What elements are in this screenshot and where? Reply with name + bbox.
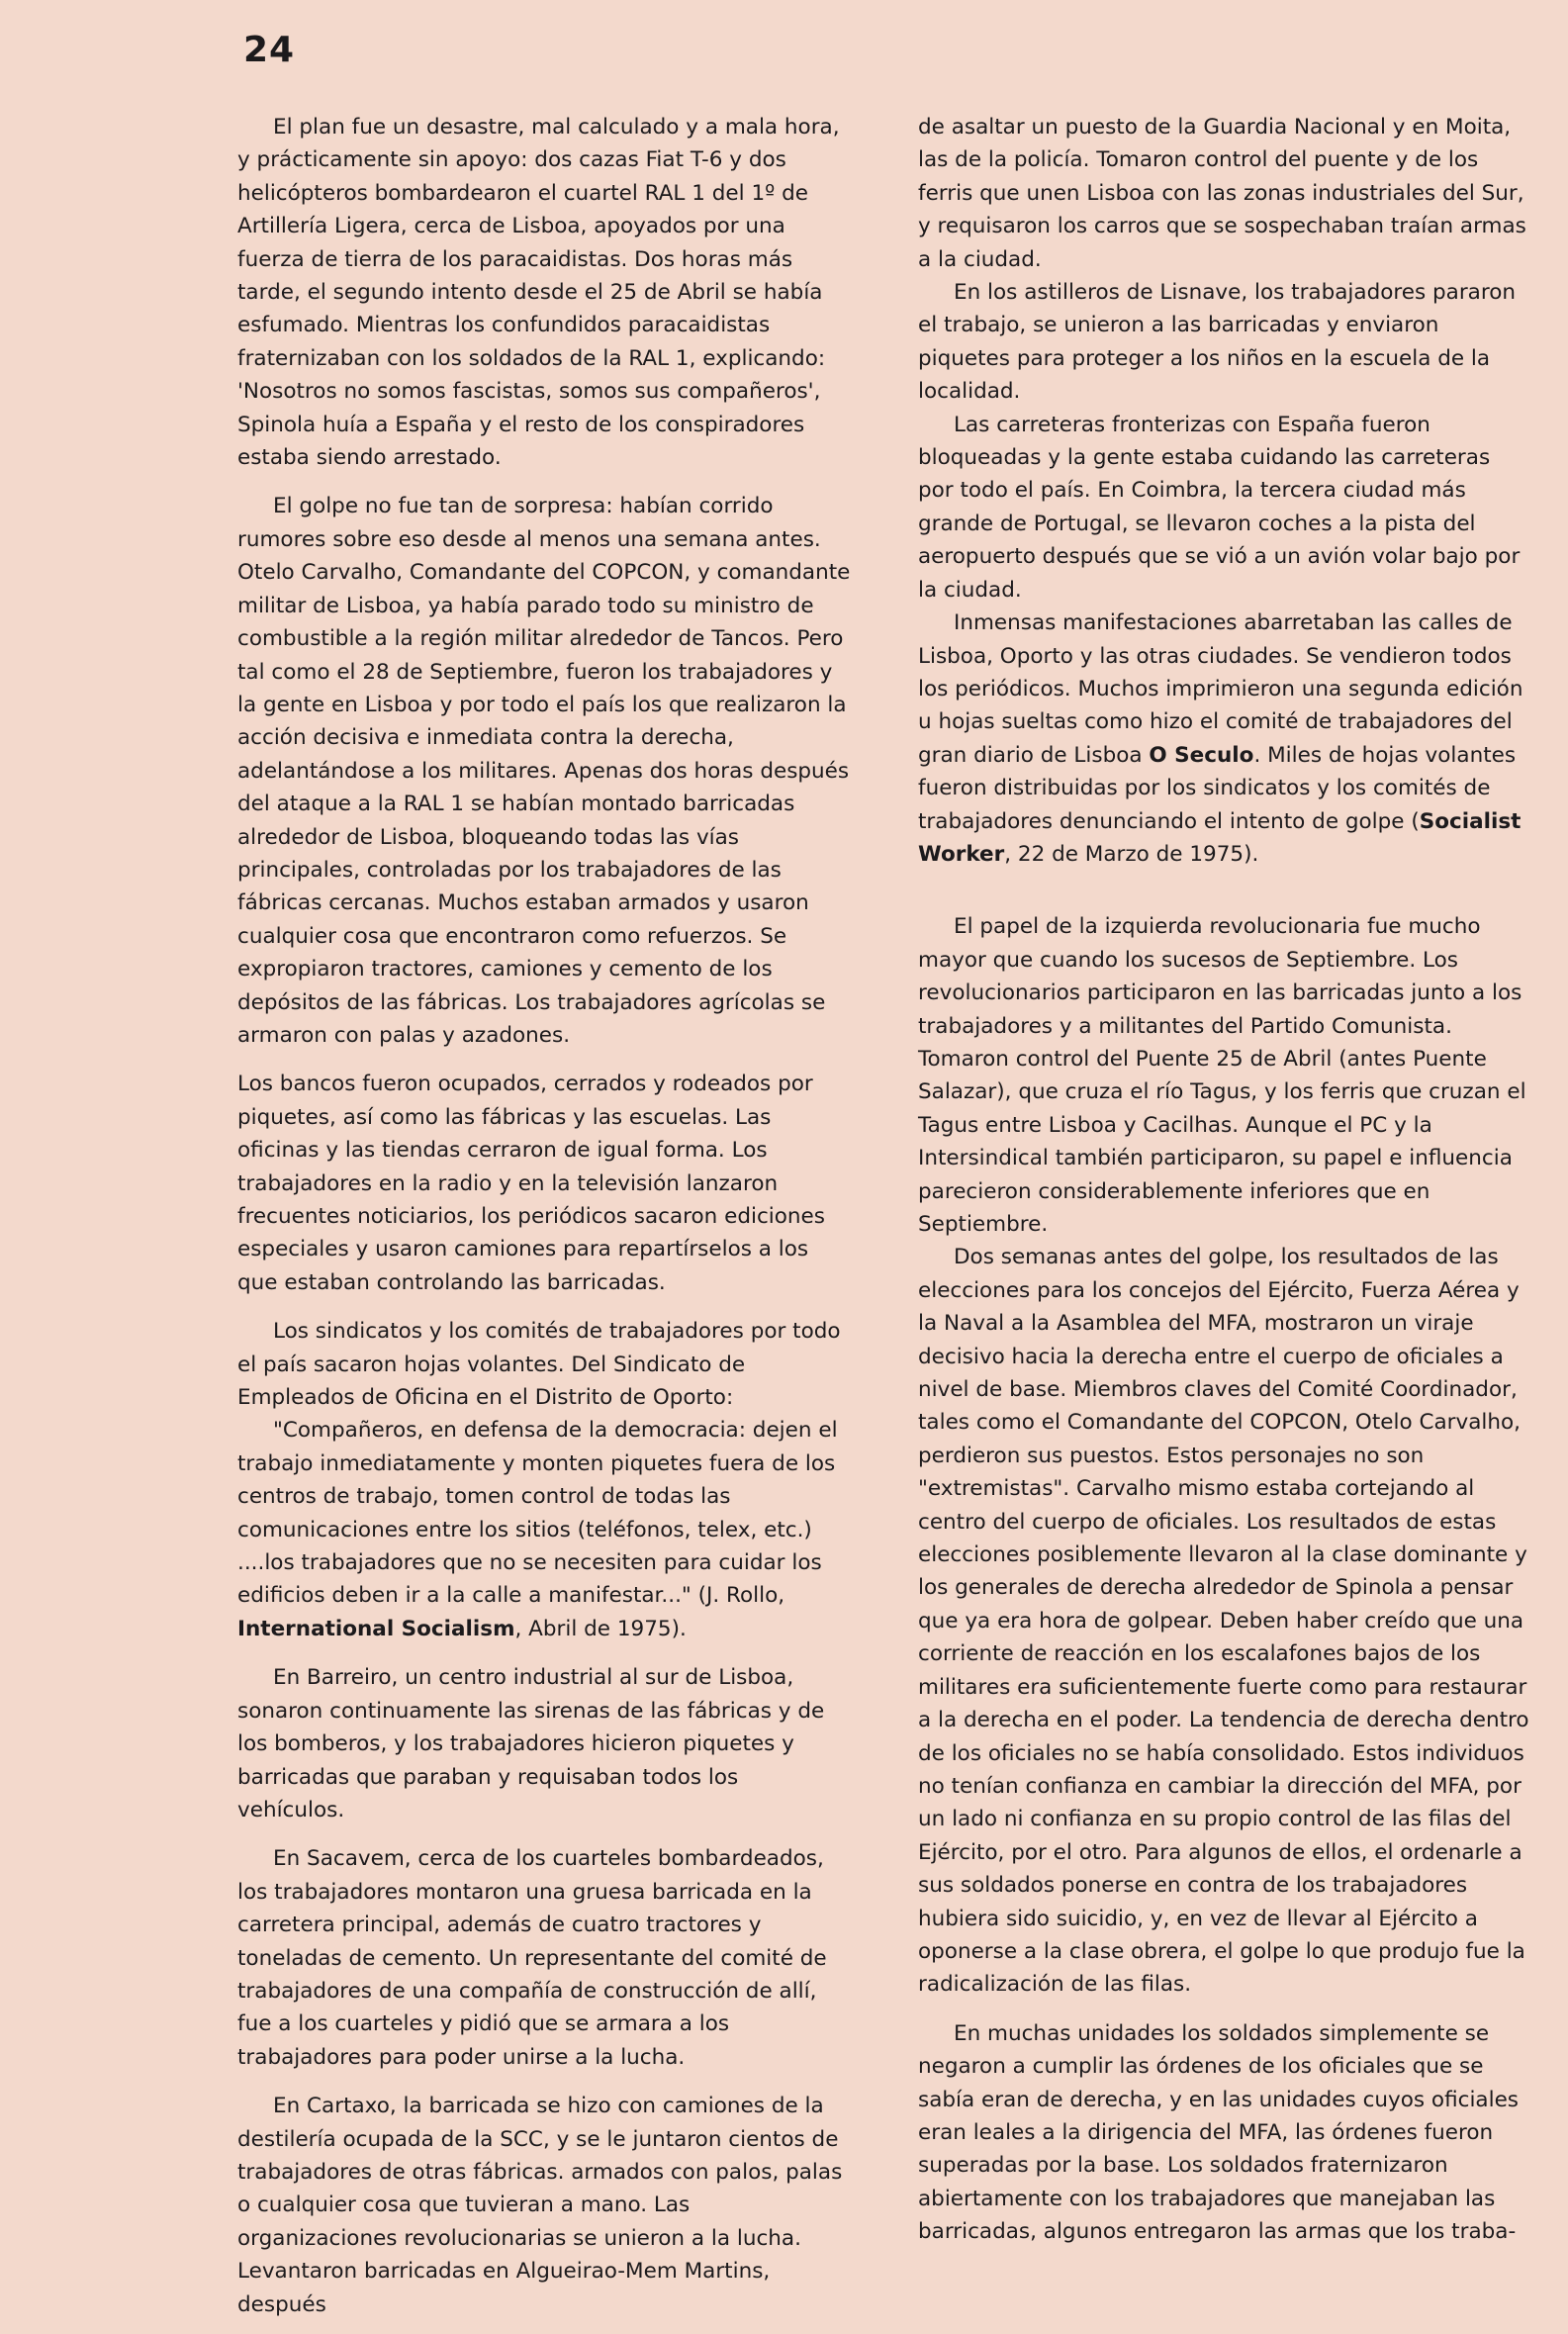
paragraph: En muchas unidades los soldados simplemente se negaron a cumplir las órdenes de los oficiales que se sabía eran de derecha, y en las unidades cuyos oficiales eran leales a la dirigencia del MFA, las órdenes fueron superadas por la base. Los soldados fraternizaron abiertamente con los trabajadores que manejaban las barricadas, algunos entregaron las armas que los traba- — [918, 2020, 1519, 2245]
paragraph: Los bancos fueron ocupados, cerrados y rodeados por piquetes, así como las fábricas y las escuelas. Las oficinas y las tiendas cerraron de igual forma. Los trabajadores en la radio y en la televisión lanzaron frecuentes noticiarios, los periódicos sacaron ediciones especiales y usaron camiones para repartírselos a los que estaban controlando las barricadas. — [237, 1072, 825, 1295]
paragraph: El golpe no fue tan de sorpresa: habían corrido rumores sobre eso desde al menos una semana antes. Otelo Carvalho, Comandante del COPCON, y comandante militar de Lisboa, ya había parado todo su ministro de combustible a la región militar alrededor de Tancos. Pero tal como el 28 de Septiembre, fueron los trabajadores y la gente en Lisboa y por todo el país los que realizaron la acción decisiva e inmediata contra la derecha, adelantándose a los militares. Apenas dos horas después del ataque a la RAL 1 se habían montado barricadas alrededor de Lisboa, bloqueando todas las vías principales, controladas por los trabajadores de las fábricas cercanas. Muchos estaban armados y usaron cualquier cosa que encontraron como refuerzos. Se expropiaron tractores, camiones y cemento de los depósitos de las fábricas. Los trabajadores agrícolas se armaron con palas y azadones. — [237, 494, 851, 1048]
quote-source — [237, 1613, 851, 1645]
paragraph: En Cartaxo, la barricada se hizo con camiones de la destilería ocupada de la SCC, y se le juntaron cientos de trabajadores de otras fábricas. armados con palos, palas o cualquier cosa que tuvieran a mano. Las organizaciones revolucionarias se unieron a la lucha. Levantaron barricadas en Algueirao-Mem Martins, después — [237, 2094, 843, 2317]
paragraph-text: . Miles de hojas volantes fueron distribuidas por los sindicatos y los comités de trabajadores denunciando el intento de golpe ( — [918, 742, 1517, 834]
quote: "Compañeros, en defensa de la democracia: dejen el trabajo inmediatamente y monten piquetes fuera de los centros de trabajo, tomen control de todas las comunicaciones entre los sitios (teléfonos, telex, etc.) ....los trabajadores que no se necesiten para cuidar los edificios deben ir a la calle a manifestar..." (J. Rollo, — [237, 1418, 838, 1609]
paragraph: El plan fue un desastre, mal calculado y a mala hora, y prácticamente sin apoyo: dos cazas Fiat T-6 y dos helicópteros bombardearon el cuartel RAL 1 del 1º de Artillería Ligera, cerca de Lisboa, apoyados por una fuerza de tierra de los paracaidistas. Dos horas más tarde, el segundo intento desde el 25 de Abril se había esfumado. Mientras los confundidos paracaidistas fraternizaban con los soldados de la RAL 1, explicando: 'Nosotros no somos fascistas, somos sus compañeros', Spinola huía a España y el resto de los conspiradores estaba siendo arrestado. — [237, 115, 840, 471]
page-number: 24 — [243, 30, 296, 70]
paragraph: En los astilleros de Lisnave, los trabajadores pararon el trabajo, se unieron a las barricadas y enviaron piquetes para proteger a los niños en la escuela de la localidad. — [918, 280, 1516, 405]
paragraph: de asaltar un puesto de la Guardia Nacional y en Moita, las de la policía. Tomaron control del puente y de los ferris que unen Lisboa con las zonas industriales del Sur, y requisaron los carros que se sospechaban traían armas a la ciudad. — [918, 115, 1526, 272]
paragraph: En Sacavem, cerca de los cuarteles bombardeados, los trabajadores montaron una gruesa barricada en la carretera principal, además de cuatro tractores y toneladas de cemento. Un representante del comité de trabajadores de una compañía de construcción de allí, fue a los cuarteles y pidió que se armara a los trabajadores para poder unirse a la lucha. — [237, 1846, 827, 2070]
paragraph: Los sindicatos y los comités de trabajadores por todo el país sacaron hojas volantes. Del Sindicato de Empleados de Oficina en el Distrito de Oporto: — [237, 1319, 841, 1411]
left-column — [237, 111, 851, 2321]
newspaper-title: O Seculo — [1149, 742, 1254, 768]
paragraph: El papel de la izquierda revolucionaria fue mucho mayor que cuando los sucesos de Septiembre. Los revolucionarios participaron en las barricadas junto a los trabajadores y a militantes del Partido Comunista. Tomaron control del Puente 25 de Abril (antes Puente Salazar), que cruza el río Tagus, y los ferris que cruzan el Tagus entre Lisboa y Cacilhas. Aunque el PC y la Intersindical también participaron, su papel e influencia parecieron considerablemente inferiores que en Septiembre. — [918, 914, 1526, 1237]
quote-source-title: International Socialism — [237, 1616, 515, 1641]
quote-source-date: , Abril de 1975). — [514, 1616, 687, 1641]
right-column — [918, 111, 1531, 2249]
paragraph — [918, 607, 1531, 871]
citation-source: Socialist Worker — [918, 808, 1522, 867]
paragraph: Las carreteras fronterizas con España fueron bloqueadas y la gente estaba cuidando las carreteras por todo el país. En Coimbra, la tercera ciudad más grande de Portugal, se llevaron coches a la pista del aeropuerto después que se vió a un avión volar bajo por la ciudad. — [918, 412, 1521, 603]
paragraph-text: Inmensas manifestaciones abarretaban las calles de Lisboa, Oporto y las otras ciudades. Se vendieron todos los periódicos. Muchos imprimieron una segunda edición u hojas sueltas como hizo el comité de trabajadores del gran diario de Lisboa — [918, 610, 1523, 768]
paragraph: En Barreiro, un centro industrial al sur de Lisboa, sonaron continuamente las sirenas de las fábricas y de los bomberos, y los trabajadores hicieron piquetes y barricadas que paraban y requisaban todos los vehículos. — [237, 1665, 825, 1822]
paragraph: Dos semanas antes del golpe, los resultados de las elecciones para los concejos del Ejército, Fuerza Aérea y la Naval a la Asamblea del MFA, mostraron un viraje decisivo hacia la derecha entre el cuerpo de oficiales a nivel de base. Miembros claves del Comité Coordinador, tales como el Comandante del COPCON, Otelo Carvalho, perdieron sus puestos. Estos personajes no son "extremistas". Carvalho mismo estaba cortejando al centro del cuerpo de oficiales. Los resultados de estas elecciones posiblemente llevaron al la clase dominante y los generales de derecha alrededor de Spinola a pensar que ya era hora de golpear. Deben haber creído que una corriente de reacción en los escalafones bajos de los militares era suficientemente fuerte como para restaurar a la derecha en el poder. La tendencia de derecha dentro de los oficiales no se había consolidado. Estos individuos no tenían confianza en cambiar la dirección del MFA, por un lado ni confianza en su propio control de las filas del Ejército, por el otro. Para algunos de ellos, el ordenarle a sus soldados ponerse en contra de los trabajadores hubiera sido suicidio, y, en vez de llevar al Ejército a oponerse a la clase obrera, el golpe lo que produjo fue la radicalización de las filas. — [918, 1245, 1529, 1998]
citation-date: , 22 de Marzo de 1975). — [1004, 841, 1259, 867]
